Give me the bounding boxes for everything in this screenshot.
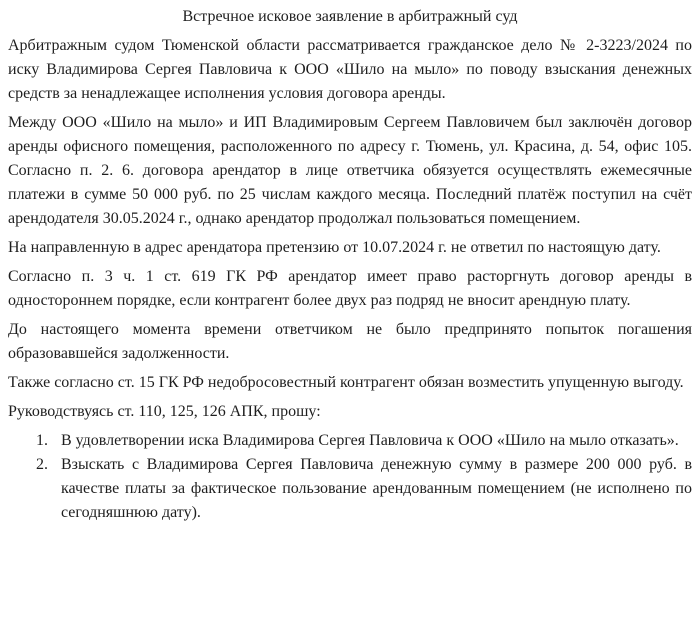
claim-number-1: 1. bbox=[36, 432, 48, 449]
paragraph-contract-details: Между ООО «Шило на мыло» и ИП Владимировым Сергеем Павловичем был заключён договор аренды офисного помещения, расположенного по адресу г. Тюмень, ул. Красина, д. 54, офис 105. Согласно п. 2. 6. договора арендатор в лице ответчика обязуется осуществлять ежемесячные платежи в сумме 50 000 руб. по 25 числам каждого месяца. Последний платёж поступил на счёт арендодателя 30.05.2024 г., однако арендатор продолжал пользоваться помещением. bbox=[8, 114, 692, 227]
paragraph-debt-status: До настоящего момента времени ответчиком не было предпринято попыток погашения образовавшейся задолженности. bbox=[8, 321, 692, 362]
claim-text-1: В удовлетворении иска Владимирова Сергея Павловича к ООО «Шило на мыло отказать». bbox=[61, 432, 679, 449]
paragraph-law-15: Также согласно ст. 15 ГК РФ недобросовестный контрагент обязан возместить упущенную выгоду. bbox=[8, 374, 684, 391]
claims-list bbox=[36, 429, 692, 525]
paragraph-case-intro: Арбитражным судом Тюменской области рассматривается гражданское дело № 2-3223/2024 по иску Владимирова Сергея Павловича к ООО «Шило на мыло» по поводу взыскания денежных средств за ненадлежащее исполнения условия договора аренды. bbox=[8, 37, 692, 102]
claim-text-2: Взыскать с Владимирова Сергея Павловича денежную сумму в размере 200 000 руб. в качестве платы за фактическое пользование арендованным помещением (не исполнено по сегодняшнюю дату). bbox=[61, 456, 692, 521]
claim-item-2 bbox=[36, 453, 692, 525]
paragraph-request-intro: Руководствуясь ст. 110, 125, 126 АПК, прошу: bbox=[8, 403, 321, 420]
document-title: Встречное исковое заявление в арбитражный суд bbox=[182, 8, 518, 25]
paragraph-law-619: Согласно п. 3 ч. 1 ст. 619 ГК РФ арендатор имеет право расторгнуть договор аренды в одностороннем порядке, если контрагент более двух раз подряд не вносит арендную плату. bbox=[8, 268, 692, 309]
claim-number-2: 2. bbox=[36, 456, 48, 473]
paragraph-claim-letter: На направленную в адрес арендатора претензию от 10.07.2024 г. не ответил по настоящую дату. bbox=[8, 239, 661, 256]
claim-item-1 bbox=[36, 429, 692, 453]
